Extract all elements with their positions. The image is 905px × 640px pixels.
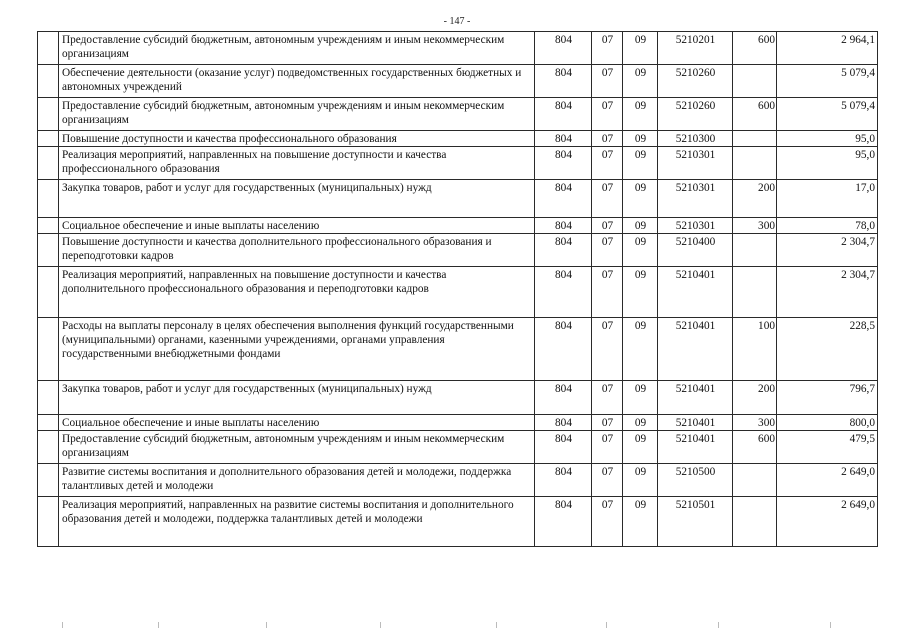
row-margin-cell: [38, 415, 59, 431]
expense-name-cell: Развитие системы воспитания и дополнительного образования детей и молодежи, поддержка талантливых детей и молодежи: [59, 464, 535, 497]
row-margin-cell: [38, 381, 59, 415]
subsection-code-cell: 09: [623, 318, 658, 381]
row-margin-cell: [38, 98, 59, 131]
amount-cell: 5 079,4: [777, 65, 878, 98]
table-row: [38, 381, 878, 415]
ministry-code-cell: 804: [535, 464, 592, 497]
target-article-cell: 5210401: [658, 318, 733, 381]
target-article-cell: 5210301: [658, 218, 733, 234]
target-article-cell: 5210400: [658, 234, 733, 267]
expense-name-cell: Повышение доступности и качества профессионального образования: [59, 131, 535, 147]
amount-cell: 2 964,1: [777, 32, 878, 65]
target-article-cell: 5210301: [658, 147, 733, 180]
table-row: [38, 415, 878, 431]
table-row: [38, 497, 878, 547]
ministry-code-cell: 804: [535, 218, 592, 234]
expense-type-cell: 300: [733, 415, 777, 431]
expense-name-cell: Реализация мероприятий, направленных на повышение доступности и качества профессионального образования: [59, 147, 535, 180]
ministry-code-cell: 804: [535, 318, 592, 381]
subsection-code-cell: 09: [623, 98, 658, 131]
target-article-cell: 5210301: [658, 180, 733, 218]
section-code-cell: 07: [592, 381, 623, 415]
section-code-cell: 07: [592, 234, 623, 267]
expense-type-cell: 200: [733, 180, 777, 218]
subsection-code-cell: 09: [623, 464, 658, 497]
expense-name-cell: Социальное обеспечение и иные выплаты населению: [59, 415, 535, 431]
section-code-cell: 07: [592, 65, 623, 98]
amount-cell: 17,0: [777, 180, 878, 218]
subsection-code-cell: 09: [623, 381, 658, 415]
ministry-code-cell: 804: [535, 98, 592, 131]
amount-cell: 95,0: [777, 147, 878, 180]
expense-name-cell: Предоставление субсидий бюджетным, автономным учреждениям и иным некоммерческим организациям: [59, 431, 535, 464]
expense-type-cell: 100: [733, 318, 777, 381]
expense-type-cell: [733, 131, 777, 147]
table-row: [38, 180, 878, 218]
ministry-code-cell: 804: [535, 381, 592, 415]
target-article-cell: 5210201: [658, 32, 733, 65]
row-margin-cell: [38, 318, 59, 381]
amount-cell: 95,0: [777, 131, 878, 147]
expense-name-cell: Реализация мероприятий, направленных на развитие системы воспитания и дополнительного образования детей и молодежи, поддержка талантливых детей и молодежи: [59, 497, 535, 547]
table-row: [38, 147, 878, 180]
target-article-cell: 5210401: [658, 381, 733, 415]
expense-type-cell: [733, 147, 777, 180]
page-number: - 147 -: [443, 16, 471, 27]
row-margin-cell: [38, 464, 59, 497]
section-code-cell: 07: [592, 431, 623, 464]
section-code-cell: 07: [592, 147, 623, 180]
row-margin-cell: [38, 497, 59, 547]
expense-name-cell: Расходы на выплаты персоналу в целях обеспечения выполнения функций государственными (муниципальными) органами, казенными учреждениями, органами управления государственными внебюджетными фондами: [59, 318, 535, 381]
amount-cell: 228,5: [777, 318, 878, 381]
expense-name-cell: Социальное обеспечение и иные выплаты населению: [59, 218, 535, 234]
table-row: [38, 65, 878, 98]
scan-edge-marks: [0, 622, 905, 632]
expense-type-cell: 600: [733, 32, 777, 65]
ministry-code-cell: 804: [535, 415, 592, 431]
target-article-cell: 5210501: [658, 497, 733, 547]
section-code-cell: 07: [592, 464, 623, 497]
target-article-cell: 5210300: [658, 131, 733, 147]
table-row: [38, 267, 878, 318]
expense-name-cell: Предоставление субсидий бюджетным, автономным учреждениям и иным некоммерческим организациям: [59, 32, 535, 65]
ministry-code-cell: 804: [535, 234, 592, 267]
amount-cell: 2 649,0: [777, 464, 878, 497]
row-margin-cell: [38, 65, 59, 98]
section-code-cell: 07: [592, 415, 623, 431]
target-article-cell: 5210401: [658, 267, 733, 318]
expense-type-cell: [733, 464, 777, 497]
table-row: [38, 98, 878, 131]
amount-cell: 5 079,4: [777, 98, 878, 131]
table-row: [38, 32, 878, 65]
section-code-cell: 07: [592, 180, 623, 218]
table-row: [38, 431, 878, 464]
expense-type-cell: [733, 267, 777, 318]
section-code-cell: 07: [592, 218, 623, 234]
row-margin-cell: [38, 218, 59, 234]
expense-type-cell: 600: [733, 431, 777, 464]
subsection-code-cell: 09: [623, 497, 658, 547]
ministry-code-cell: 804: [535, 267, 592, 318]
ministry-code-cell: 804: [535, 431, 592, 464]
expense-name-cell: Предоставление субсидий бюджетным, автономным учреждениям и иным некоммерческим организациям: [59, 98, 535, 131]
ministry-code-cell: 804: [535, 32, 592, 65]
section-code-cell: 07: [592, 497, 623, 547]
ministry-code-cell: 804: [535, 65, 592, 98]
section-code-cell: 07: [592, 32, 623, 65]
table-row: [38, 464, 878, 497]
target-article-cell: 5210260: [658, 65, 733, 98]
target-article-cell: 5210500: [658, 464, 733, 497]
amount-cell: 78,0: [777, 218, 878, 234]
expense-name-cell: Обеспечение деятельности (оказание услуг) подведомственных государственных бюджетных и автономных учреждений: [59, 65, 535, 98]
expense-name-cell: Закупка товаров, работ и услуг для государственных (муниципальных) нужд: [59, 381, 535, 415]
expense-type-cell: 600: [733, 98, 777, 131]
target-article-cell: 5210260: [658, 98, 733, 131]
target-article-cell: 5210401: [658, 431, 733, 464]
subsection-code-cell: 09: [623, 267, 658, 318]
section-code-cell: 07: [592, 267, 623, 318]
amount-cell: 796,7: [777, 381, 878, 415]
table-row: [38, 131, 878, 147]
expense-name-cell: Повышение доступности и качества дополнительного профессионального образования и переподготовки кадров: [59, 234, 535, 267]
row-margin-cell: [38, 180, 59, 218]
subsection-code-cell: 09: [623, 147, 658, 180]
ministry-code-cell: 804: [535, 147, 592, 180]
table-row: [38, 218, 878, 234]
expense-type-cell: [733, 234, 777, 267]
amount-cell: 479,5: [777, 431, 878, 464]
amount-cell: 2 304,7: [777, 267, 878, 318]
target-article-cell: 5210401: [658, 415, 733, 431]
expense-name-cell: Реализация мероприятий, направленных на повышение доступности и качества дополнительного профессионального образования и переподготовки кадров: [59, 267, 535, 318]
section-code-cell: 07: [592, 98, 623, 131]
subsection-code-cell: 09: [623, 180, 658, 218]
row-margin-cell: [38, 32, 59, 65]
subsection-code-cell: 09: [623, 131, 658, 147]
expense-type-cell: [733, 497, 777, 547]
subsection-code-cell: 09: [623, 415, 658, 431]
ministry-code-cell: 804: [535, 180, 592, 218]
expense-name-cell: Закупка товаров, работ и услуг для государственных (муниципальных) нужд: [59, 180, 535, 218]
expense-type-cell: [733, 65, 777, 98]
amount-cell: 800,0: [777, 415, 878, 431]
subsection-code-cell: 09: [623, 218, 658, 234]
subsection-code-cell: 09: [623, 431, 658, 464]
expense-type-cell: 300: [733, 218, 777, 234]
subsection-code-cell: 09: [623, 65, 658, 98]
amount-cell: 2 649,0: [777, 497, 878, 547]
ministry-code-cell: 804: [535, 131, 592, 147]
section-code-cell: 07: [592, 318, 623, 381]
table-row: [38, 234, 878, 267]
row-margin-cell: [38, 431, 59, 464]
budget-table: [37, 31, 878, 547]
row-margin-cell: [38, 131, 59, 147]
section-code-cell: 07: [592, 131, 623, 147]
row-margin-cell: [38, 267, 59, 318]
amount-cell: 2 304,7: [777, 234, 878, 267]
row-margin-cell: [38, 234, 59, 267]
table-row: [38, 318, 878, 381]
subsection-code-cell: 09: [623, 234, 658, 267]
subsection-code-cell: 09: [623, 32, 658, 65]
expense-type-cell: 200: [733, 381, 777, 415]
row-margin-cell: [38, 147, 59, 180]
ministry-code-cell: 804: [535, 497, 592, 547]
